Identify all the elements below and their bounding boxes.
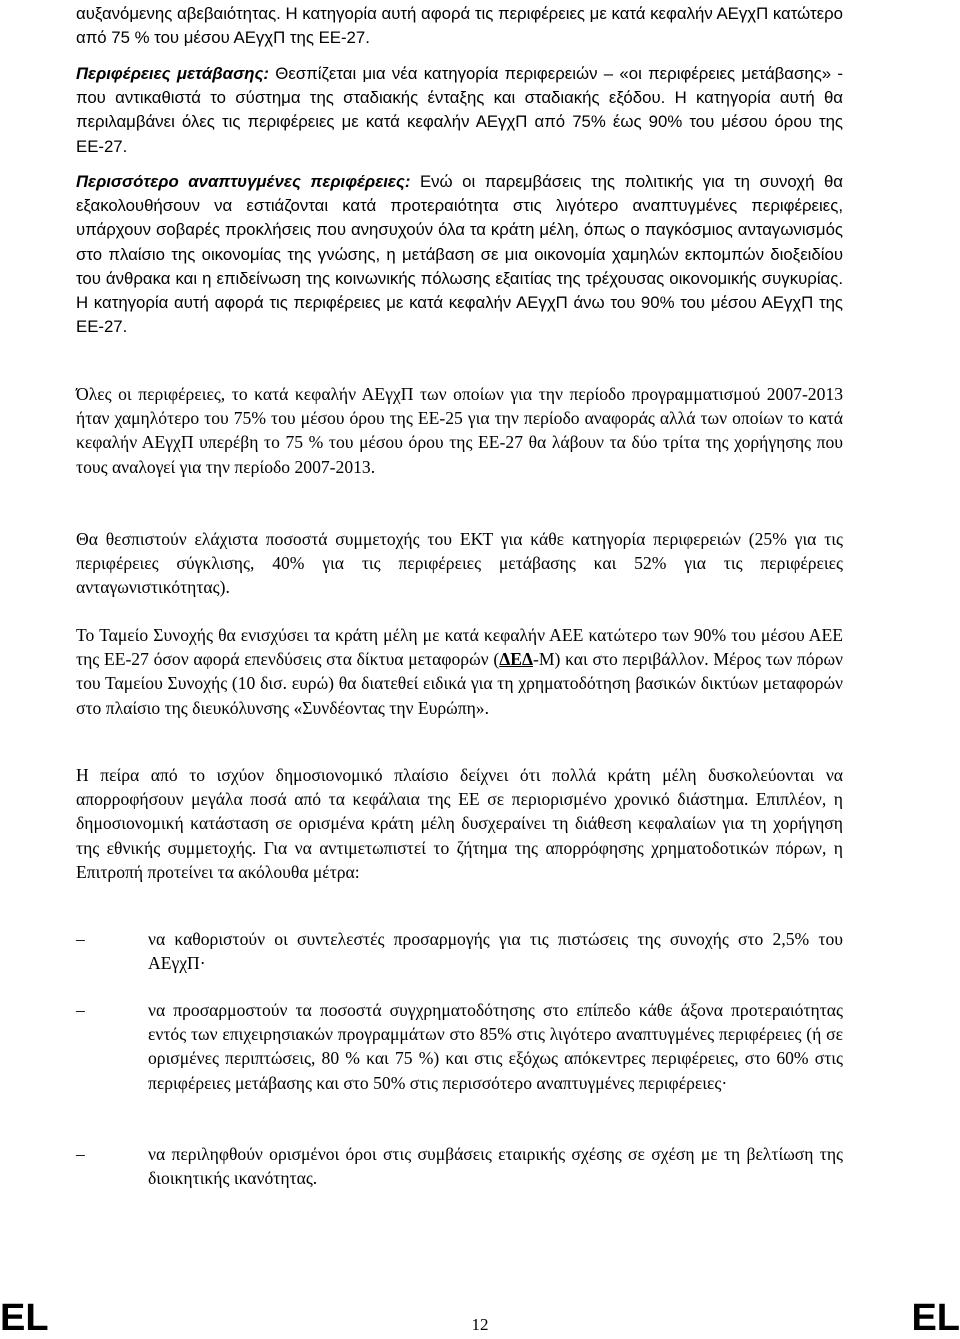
paragraph-text: αυξανόμενης αβεβαιότητας. Η κατηγορία αυτή αφορά τις περιφέρειες με κατά κεφαλήν ΑΕγχΠ κατώτερο από 75 % του μέσου ΑΕγχΠ της ΕΕ-27.: [76, 4, 843, 48]
paragraph-transition-regions: [76, 62, 843, 159]
paragraph-text: Ενώ οι παρεμβάσεις της πολιτικής για τη συνοχή θα εξακολουθήσουν να εστιάζονται κατά προτεραιότητα στις λιγότερο αναπτυγμένες περιφέρειες, υπάρχουν σοβαρές προκλήσεις που ανησυχούν όλα τα κράτη μέλη, όπως ο παγκόσμιος ανταγωνισμός στο πλαίσιο της οικονομίας της γνώσης, η μετάβαση σε μια οικονομία χαμηλών εκπομπών διοξειδίου του άνθρακα και η επιδείνωση της κοινωνικής πόλωσης εξαιτίας της τρέχουσας οικονομικής συγκυρίας. Η κατηγορία αυτή αφορά τις περιφέρειες με κατά κεφαλήν ΑΕγχΠ άνω του 90% του μέσου ΑΕγχΠ της ΕΕ-27.: [76, 172, 843, 337]
paragraph-esf-shares: [76, 527, 843, 600]
language-code-right: EL: [911, 1297, 960, 1339]
paragraph-cohesion-fund: [76, 623, 843, 720]
paragraph-text: -Μ) και στο περιβάλλον. Μέρος των πόρων του Ταμείου Συνοχής (10 δισ. ευρώ) θα διατεθεί ειδικά για τη χρηματοδότηση βασικών δικτύων μεταφορών στο πλαίσιο της διευκόλυνσης «Συνδέοντας την Ευρώπη».: [76, 649, 844, 718]
bullet-item: [76, 998, 843, 1095]
ten-t-abbreviation: ΔΕΔ: [499, 649, 533, 670]
dash-bullet-icon: –: [76, 929, 85, 949]
bullet-item: [76, 1142, 843, 1190]
bullet-text: να προσαρμοστούν τα ποσοστά συγχρηματοδότησης στο επίπεδο κάθε άξονα προτεραιότητας εντός των επιχειρησιακών προγραμμάτων στο 85% στις λιγότερο αναπτυγμένες περιφέρειες (ή σε ορισμένες περιπτώσεις, 80 % και 75 %) και στις εξόχως απόκεντρες περιφέρειες, στο 60% στις περιφέρειες μετάβασης και στο 50% στις περισσότερο αναπτυγμένες περιφέρειες·: [148, 1000, 843, 1093]
paragraph-text: Θα θεσπιστούν ελάχιστα ποσοστά συμμετοχής του ΕΚΤ για κάθε κατηγορία περιφερειών (25% για τις περιφέρειες σύγκλισης, 40% για τις περιφέρειες μετάβασης και 52% για τις περιφέρειες ανταγωνιστικότητας).: [76, 529, 843, 598]
paragraph-heading: Περισσότερο αναπτυγμένες περιφέρειες:: [76, 172, 411, 191]
bullet-text: να καθοριστούν οι συντελεστές προσαρμογής για τις πιστώσεις της συνοχής στο 2,5% του ΑΕγχΠ·: [148, 929, 843, 974]
dash-bullet-icon: –: [76, 1144, 85, 1164]
page-number: 12: [471, 1315, 489, 1334]
bullet-text: να περιληφθούν ορισμένοι όροι στις συμβάσεις εταιρικής σχέσης σε σχέση με τη βελτίωση της διοικητικής ικανότητας.: [148, 1144, 843, 1189]
dash-bullet-icon: –: [76, 1000, 85, 1020]
paragraph-text: Όλες οι περιφέρειες, το κατά κεφαλήν ΑΕγχΠ των οποίων για την περίοδο προγραμματισμού 2007-2013 ήταν χαμηλότερο του 75% του μέσου όρου της ΕΕ-25 για την περίοδο αναφοράς αλλά των οποίων το κατά κεφαλήν ΑΕγχΠ υπερέβη το 75 % του μέσου όρου της ΕΕ-27 θα λάβουν τα δύο τρίτα της χορήγησης που τους αναλογεί για την περίοδο 2007-2013.: [76, 384, 843, 477]
paragraph-text: Η πείρα από το ισχύον δημοσιονομικό πλαίσιο δείχνει ότι πολλά κράτη μέλη δυσκολεύονται να απορροφήσουν μεγάλα ποσά από τα κεφάλαια της ΕΕ σε περιορισμένο χρονικό διάστημα. Επιπλέον, η δημοσιονομική κατάσταση σε ορισμένα κράτη μέλη δυσχεραίνει τη διάθεση κεφαλαίων για τη χορήγηση της εθνικής συμμετοχής. Για να αντιμετωπιστεί το ζήτημα της απορρόφησης χρηματοδοτικών πόρων, η Επιτροπή προτείνει τα ακόλουθα μέτρα:: [76, 765, 843, 882]
paragraph-heading: Περιφέρειες μετάβασης:: [76, 64, 269, 83]
paragraph-intro: [76, 2, 843, 50]
paragraph-all-regions: [76, 382, 843, 479]
paragraph-absorption: [76, 763, 843, 884]
page-footer: [0, 1289, 960, 1337]
paragraph-developed-regions: [76, 170, 843, 339]
paragraph-text: Θεσπίζεται μια νέα κατηγορία περιφερειών – «οι περιφέρειες μετάβασης» - που αντικαθιστά το σύστημα της σταδιακής ένταξης και σταδιακής εξόδου. Η κατηγορία αυτή θα περιλαμβάνει όλες τις περιφέρειες με κατά κεφαλήν ΑΕγχΠ από 75% έως 90% του μέσου όρου της ΕΕ-27.: [76, 64, 843, 156]
language-code-left: EL: [0, 1297, 49, 1339]
paragraph-text: Το Ταμείο Συνοχής θα ενισχύσει τα κράτη μέλη με κατά κεφαλήν ΑΕΕ κατώτερο των 90% του μέσου ΑΕΕ της ΕΕ-27 όσον αφορά επενδύσεις στα δίκτυα μεταφορών (: [76, 625, 843, 670]
bullet-item: [76, 927, 843, 975]
